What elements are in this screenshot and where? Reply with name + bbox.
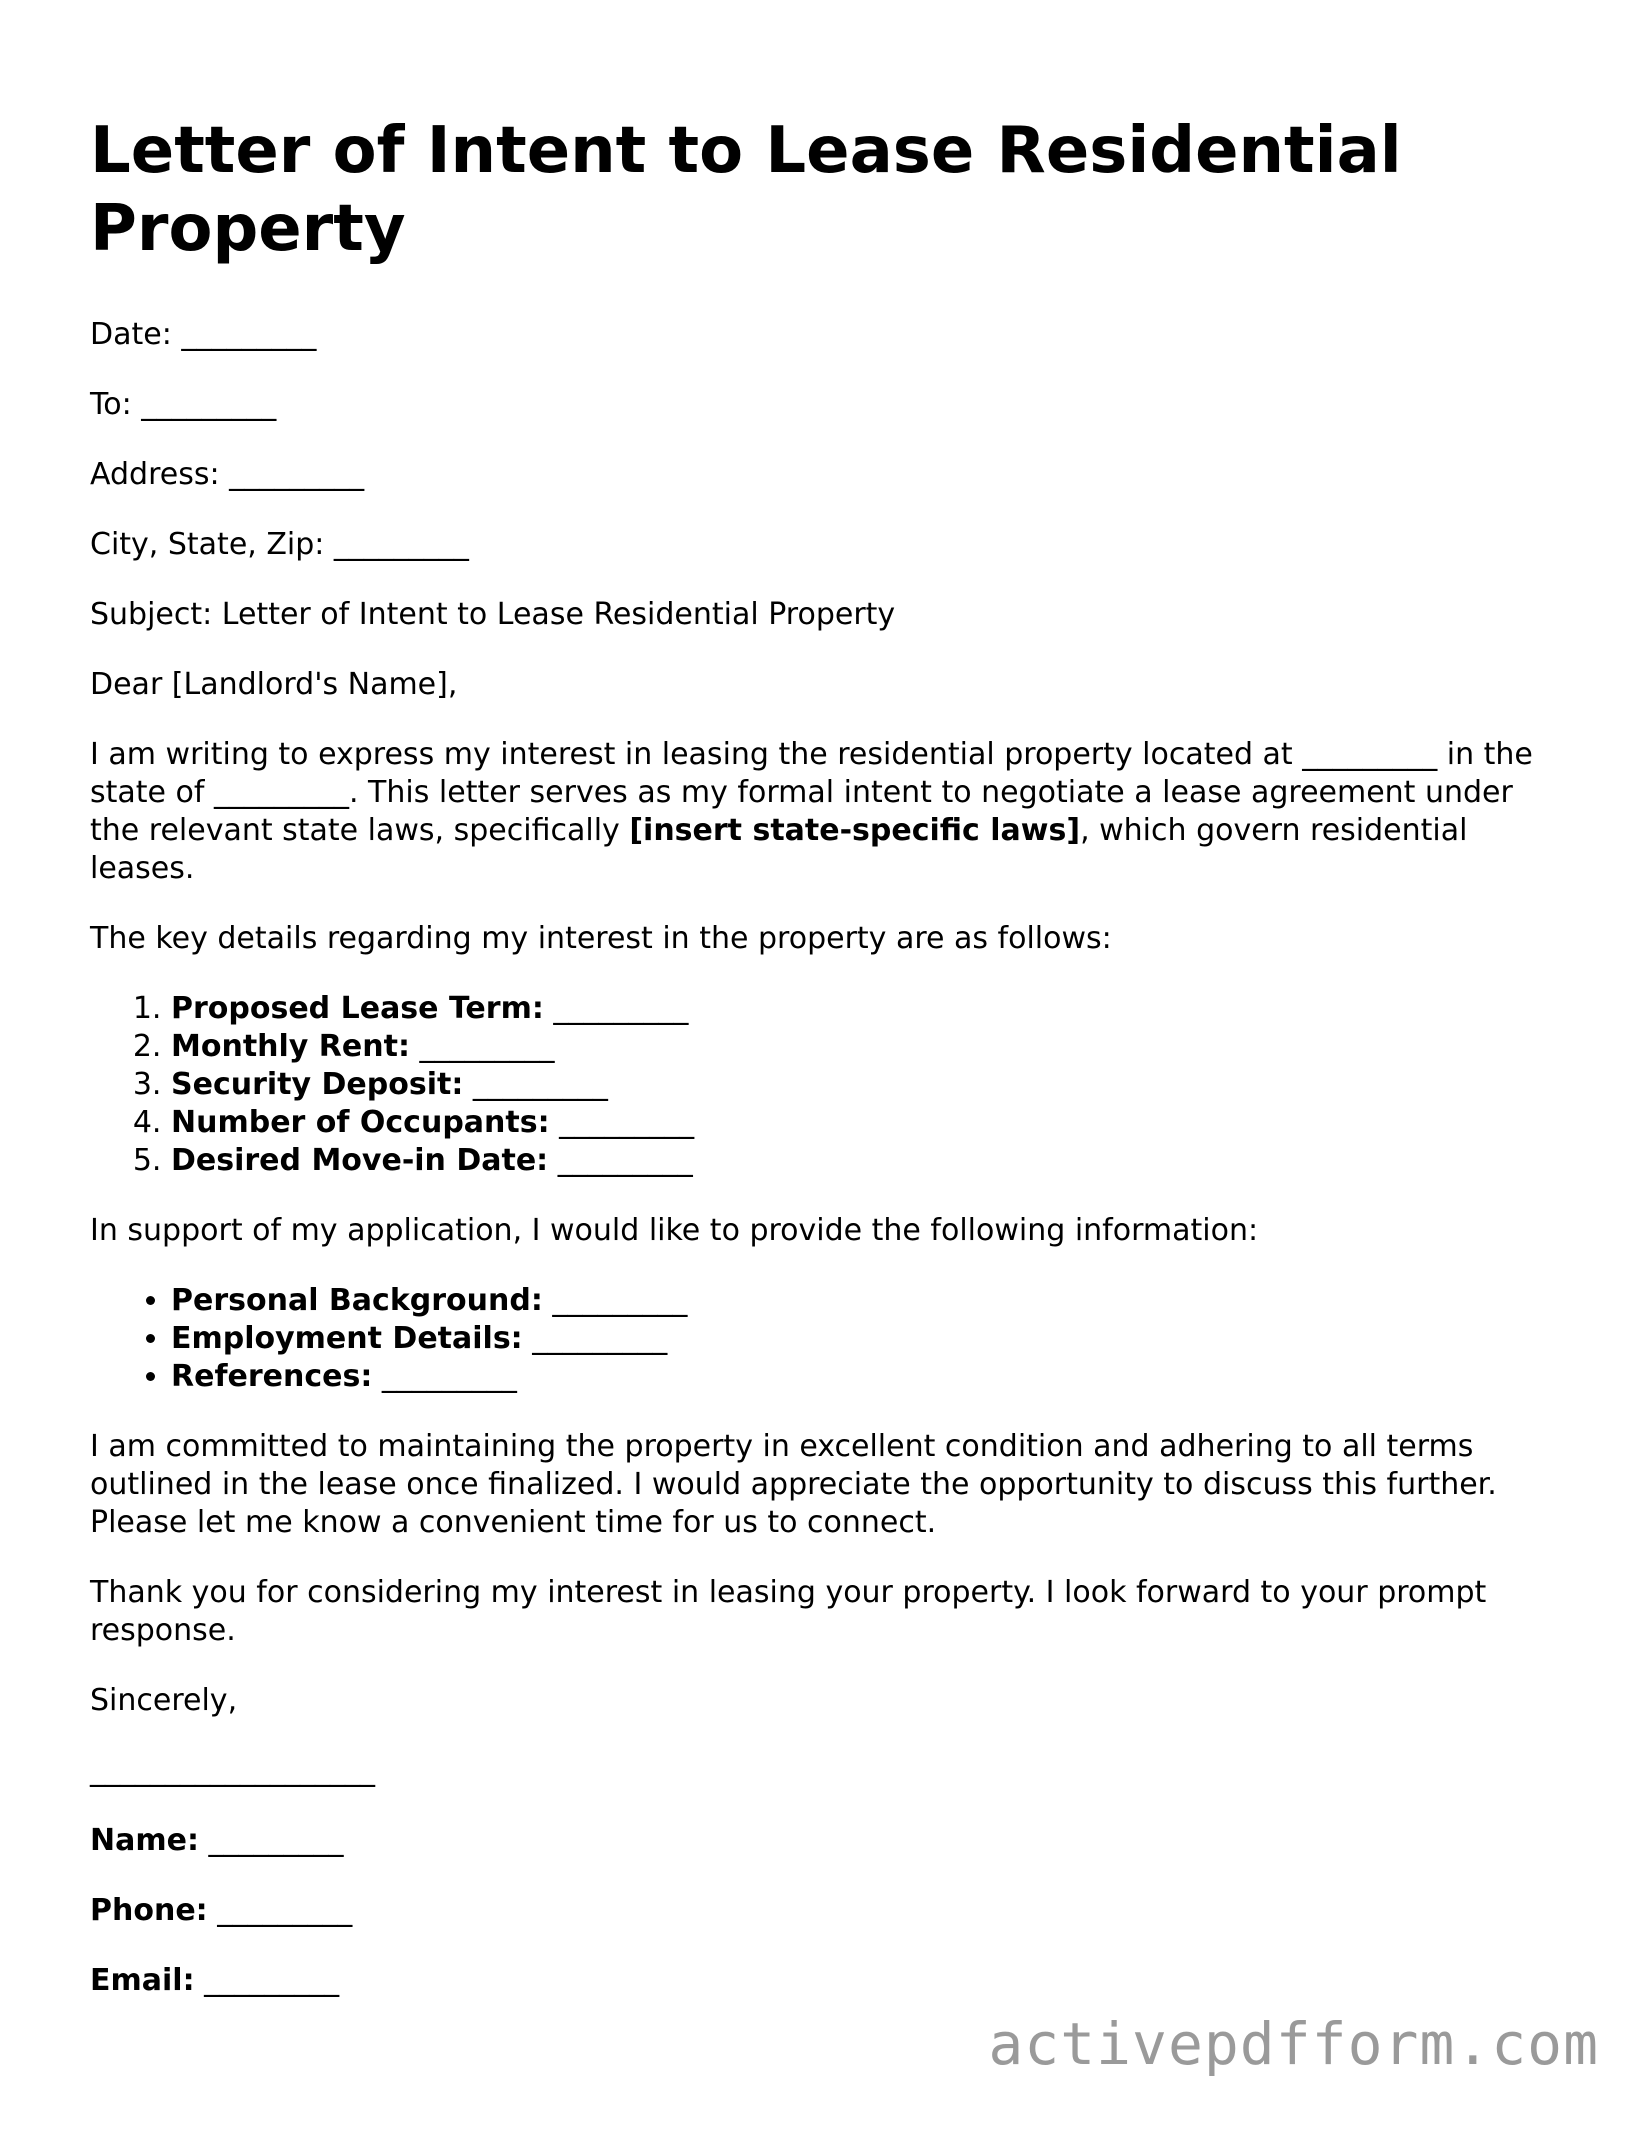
commitment-paragraph: I am committed to maintaining the property in excellent condition and adhering to all terms outlined in the lease once finalized. I would appreciate the opportunity to discuss this further. Please let me know a convenient time for us to connect. (90, 1429, 1497, 1540)
item-blank: _________ (548, 1143, 693, 1178)
contact-blank: _________ (207, 1893, 353, 1928)
date-field: Date: _________ (90, 317, 317, 352)
item-label: Monthly Rent: (171, 1029, 410, 1064)
contact-label: Name: (90, 1823, 199, 1858)
item-label: Proposed Lease Term: (171, 991, 544, 1026)
intro-bold: [insert state-specific laws] (629, 813, 1081, 848)
list-item (171, 1358, 1570, 1396)
list-item (171, 1028, 1570, 1066)
contact-phone (90, 1892, 1570, 1930)
intro-text-1: I am writing to express my interest in leasing the residential property located at _________ in the state of _________. This letter serves as my formal intent to negotiate a lease agreement under the relevant state laws, specifically (90, 737, 1533, 848)
item-label: Security Deposit: (171, 1067, 464, 1102)
signature-line: ___________________ (90, 1753, 375, 1788)
subject-line: Subject: Letter of Intent to Lease Residential Property (90, 597, 896, 632)
list-item (171, 1142, 1570, 1180)
item-blank: _________ (543, 991, 689, 1026)
item-blank: _________ (372, 1359, 517, 1394)
contact-label: Email: (90, 1963, 195, 1998)
support-intro: In support of my application, I would like to provide the following information: (90, 1213, 1259, 1248)
list-item (171, 1282, 1570, 1320)
city-state-zip-field: City, State, Zip: _________ (90, 527, 469, 562)
to-field: To: _________ (90, 387, 277, 422)
contact-email (90, 1962, 1570, 2000)
watermark-text: activepdfform.com (988, 2010, 1599, 2078)
item-label: References: (171, 1359, 373, 1394)
item-label: Employment Details: (171, 1321, 523, 1356)
list-item (171, 1104, 1570, 1142)
thanks-paragraph: Thank you for considering my interest in leasing your property. I look forward to your prompt response. (90, 1575, 1487, 1648)
item-blank: _________ (409, 1029, 555, 1064)
key-details-intro: The key details regarding my interest in the property are as follows: (90, 921, 1112, 956)
contact-name (90, 1822, 1570, 1860)
address-field: Address: _________ (90, 457, 365, 492)
page-title: Letter of Intent to Lease Residential Property (90, 114, 1402, 266)
item-blank: _________ (542, 1283, 688, 1318)
item-label: Number of Occupants: (171, 1105, 550, 1140)
salutation: Dear [Landlord's Name], (90, 667, 458, 702)
item-label: Desired Move-in Date: (171, 1143, 549, 1178)
item-blank: _________ (463, 1067, 608, 1102)
list-item (171, 1320, 1570, 1358)
intro-paragraph (90, 736, 1570, 888)
list-item (171, 990, 1570, 1028)
item-blank: _________ (522, 1321, 668, 1356)
letter-page (90, 112, 1570, 2032)
contact-label: Phone: (90, 1893, 208, 1928)
intro-text-2: , which govern residential leases. (90, 813, 1468, 886)
item-label: Personal Background: (171, 1283, 543, 1318)
closing: Sincerely, (90, 1683, 238, 1718)
list-item (171, 1066, 1570, 1104)
key-details-list (90, 990, 1570, 1180)
contact-blank: _________ (194, 1963, 340, 1998)
contact-blank: _________ (198, 1823, 344, 1858)
support-list (90, 1282, 1570, 1396)
item-blank: _________ (549, 1105, 695, 1140)
